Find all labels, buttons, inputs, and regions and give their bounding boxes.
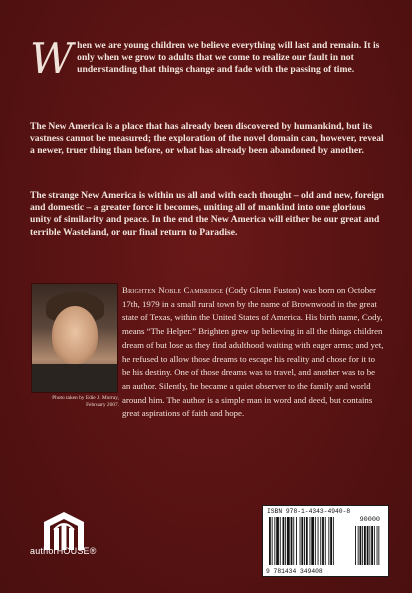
barcode-bar — [296, 517, 297, 565]
author-bio-text: (Cody Glenn Fuston) was born on October 17th, 1979 in a small rural town by the name of Brownwood in the great state of Texas, within the United States of America. His birth name, Cody, means “The Helper.” Brighten grew up believing in all the things children dream of but lose as they find adulthood waiting with eager arms; and yet, he refused to allow those dreams to escape his reality and chose for it to be his destiny. One of those dreams was to travel, and another was to be an author. Silently, he became a quiet observer to the family and world around him. The author is a simple man in word and deed, but contains great aspirations of faith and hope. — [122, 285, 384, 419]
addon-bar — [360, 526, 362, 565]
barcode-bar — [280, 517, 281, 565]
barcode-bar — [320, 517, 321, 565]
barcode-bar — [293, 517, 294, 565]
barcode-bar — [330, 517, 332, 565]
author-photo-face — [52, 306, 98, 364]
addon-bar — [374, 526, 375, 565]
blurb-paragraph-2: The New America is a place that has already been discovered by humankind, but its vastness cannot be measured; the exploration of the novel domain can, however, reveal a newer, truer thing than before, or what has already been abandoned by another. — [30, 121, 384, 157]
photo-caption-line-2: February 2007. — [86, 402, 119, 408]
barcode-bar — [311, 517, 314, 565]
isbn-text: ISBN 978-1-4343-4940-8 — [267, 508, 351, 515]
author-pen-name: Brighten Noble Cambridge — [122, 285, 224, 295]
drop-cap: W — [30, 34, 74, 83]
addon-bar — [367, 526, 369, 565]
price-code: 90000 — [359, 516, 380, 524]
author-photo — [31, 283, 118, 393]
addon-bar — [358, 526, 359, 565]
barcode-bar — [318, 517, 319, 565]
photo-caption-line-1: Photo taken by Edie J. Murray, — [52, 395, 119, 401]
barcode-bar — [328, 517, 329, 565]
blurb-paragraph-1 — [30, 34, 386, 83]
publisher-name: authorHOUSE® — [30, 546, 97, 556]
barcode-bar — [291, 517, 293, 565]
barcode-bar — [306, 517, 308, 565]
barcode-bar — [287, 517, 290, 565]
barcode-bar — [283, 517, 285, 565]
blurb-paragraph-3: The strange New America is within us all and with each thought – old and new, foreign and domestic – a greater force it becomes, uniting all of mankind into one glorious unity of similarity and peace. In the end the New America will either be our great and terrible Wasteland, or our final return to Paradise. — [30, 190, 385, 238]
barcode-bar — [325, 517, 326, 565]
barcode-bar — [272, 517, 273, 565]
addon-bar — [364, 526, 366, 565]
barcode-bars — [263, 506, 388, 576]
barcode-bar — [301, 517, 303, 565]
author-photo-shirt — [32, 364, 117, 393]
barcode-bar — [322, 517, 324, 565]
addon-bar — [371, 526, 373, 565]
barcode-bar — [304, 517, 305, 565]
addon-bar — [378, 526, 379, 565]
barcode-bar — [285, 517, 286, 565]
barcode-bar — [315, 517, 316, 565]
isbn-barcode — [262, 505, 389, 577]
barcode-bar — [269, 517, 271, 565]
author-bio — [122, 284, 384, 421]
addon-bar — [377, 526, 378, 565]
barcode-bar — [333, 517, 334, 565]
photo-caption — [27, 395, 119, 409]
barcode-number: 9 781434 349408 — [266, 568, 323, 575]
barcode-bar — [276, 517, 279, 565]
addon-bar — [355, 526, 356, 565]
blurb-paragraph-1-text: hen we are young children we believe everything will last and remain. It is only when we grow to adults that we come to realize our fault in not understanding that things change and fade with the passing of time. — [77, 40, 380, 76]
barcode-bar — [300, 517, 301, 565]
addon-bar — [369, 526, 370, 565]
barcode-bar — [274, 517, 275, 565]
addon-bar — [362, 526, 363, 565]
barcode-bar — [310, 517, 311, 565]
